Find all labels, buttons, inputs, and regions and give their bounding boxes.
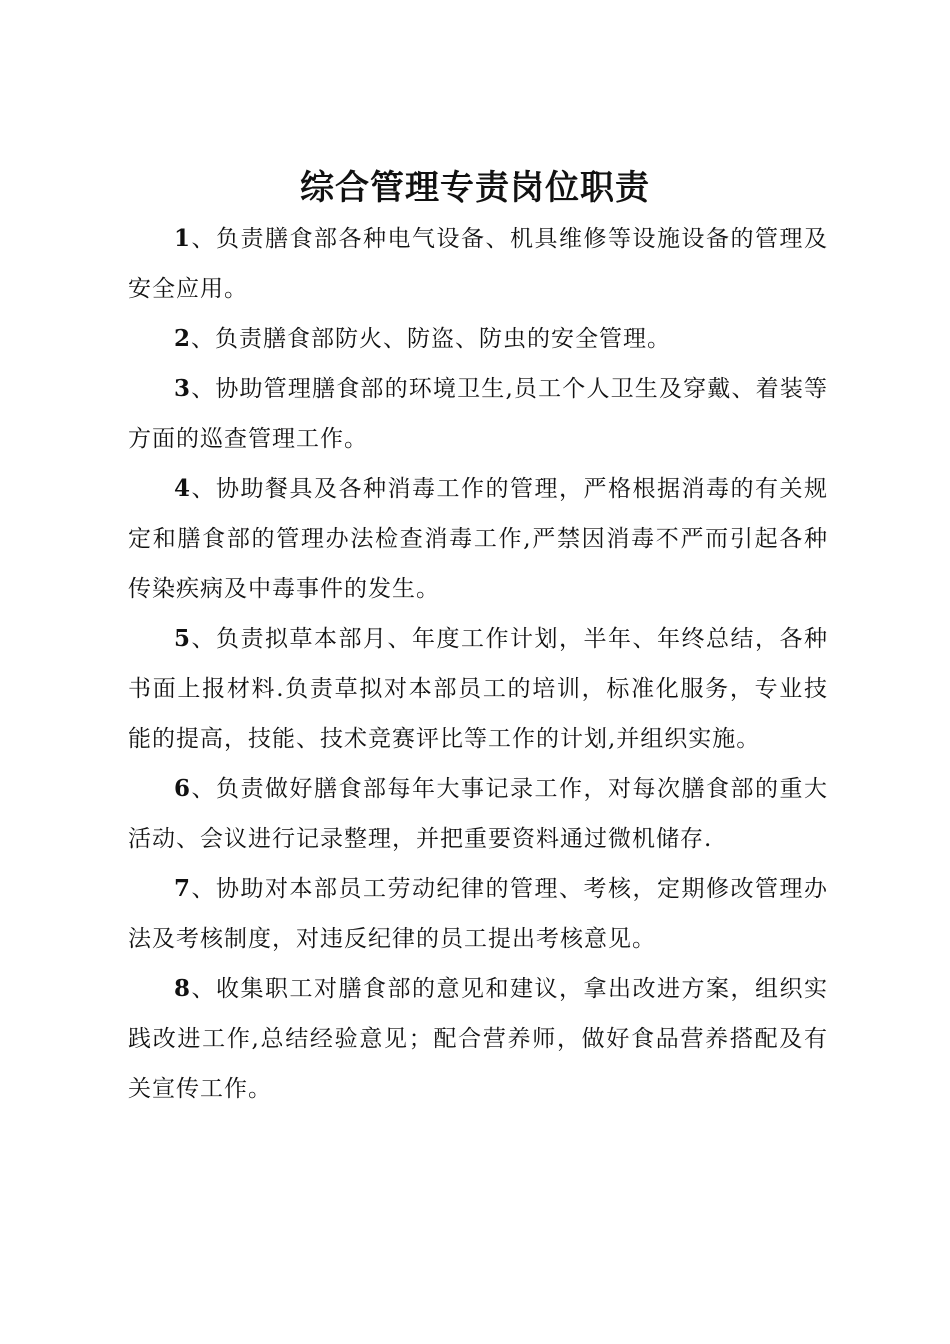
duty-text: 、负责拟草本部月、年度工作计划，半年、年终总结，各种书面上报材料.负责草拟对本部员工的培训，标准化服务，专业技能的提高，技能、技术竞赛评比等工作的计划,并组织实施。 <box>128 626 828 752</box>
duty-item-8 <box>128 964 828 1114</box>
duty-text: 、收集职工对膳食部的意见和建议，拿出改进方案，组织实践改进工作,总结经验意见；配合营养师，做好食品营养搭配及有关宣传工作。 <box>128 976 828 1102</box>
duty-number: 1 <box>174 225 192 252</box>
duty-number: 3 <box>174 375 192 402</box>
duty-item-7 <box>128 864 828 964</box>
document-title: 综合管理专责岗位职责 <box>300 168 650 208</box>
duty-item-3 <box>128 364 828 464</box>
duty-text: 、负责膳食部防火、防盗、防虫的安全管理。 <box>191 326 672 352</box>
duty-text: 、负责做好膳食部每年大事记录工作，对每次膳食部的重大活动、会议进行记录整理，并把重要资料通过微机储存. <box>128 776 828 852</box>
duty-item-1 <box>128 214 828 314</box>
duty-number: 2 <box>174 325 192 352</box>
duty-text: 、协助管理膳食部的环境卫生,员工个人卫生及穿戴、着装等方面的巡查管理工作。 <box>128 376 828 452</box>
duty-text: 、负责膳食部各种电气设备、机具维修等设施设备的管理及安全应用。 <box>128 226 828 302</box>
duty-text: 、协助对本部员工劳动纪律的管理、考核，定期修改管理办法及考核制度，对违反纪律的员工提出考核意见。 <box>128 876 828 952</box>
duty-number: 7 <box>174 875 192 902</box>
duty-number: 6 <box>174 775 192 802</box>
duty-number: 8 <box>174 975 192 1002</box>
duty-item-2 <box>128 314 828 364</box>
duty-item-5 <box>128 614 828 764</box>
duty-item-6 <box>128 764 828 864</box>
document-body <box>128 214 828 1114</box>
duty-item-4 <box>128 464 828 614</box>
duty-number: 5 <box>174 625 192 652</box>
duty-text: 、协助餐具及各种消毒工作的管理，严格根据消毒的有关规定和膳食部的管理办法检查消毒工作,严禁因消毒不严而引起各种传染疾病及中毒事件的发生。 <box>128 476 828 602</box>
duty-number: 4 <box>174 475 192 502</box>
